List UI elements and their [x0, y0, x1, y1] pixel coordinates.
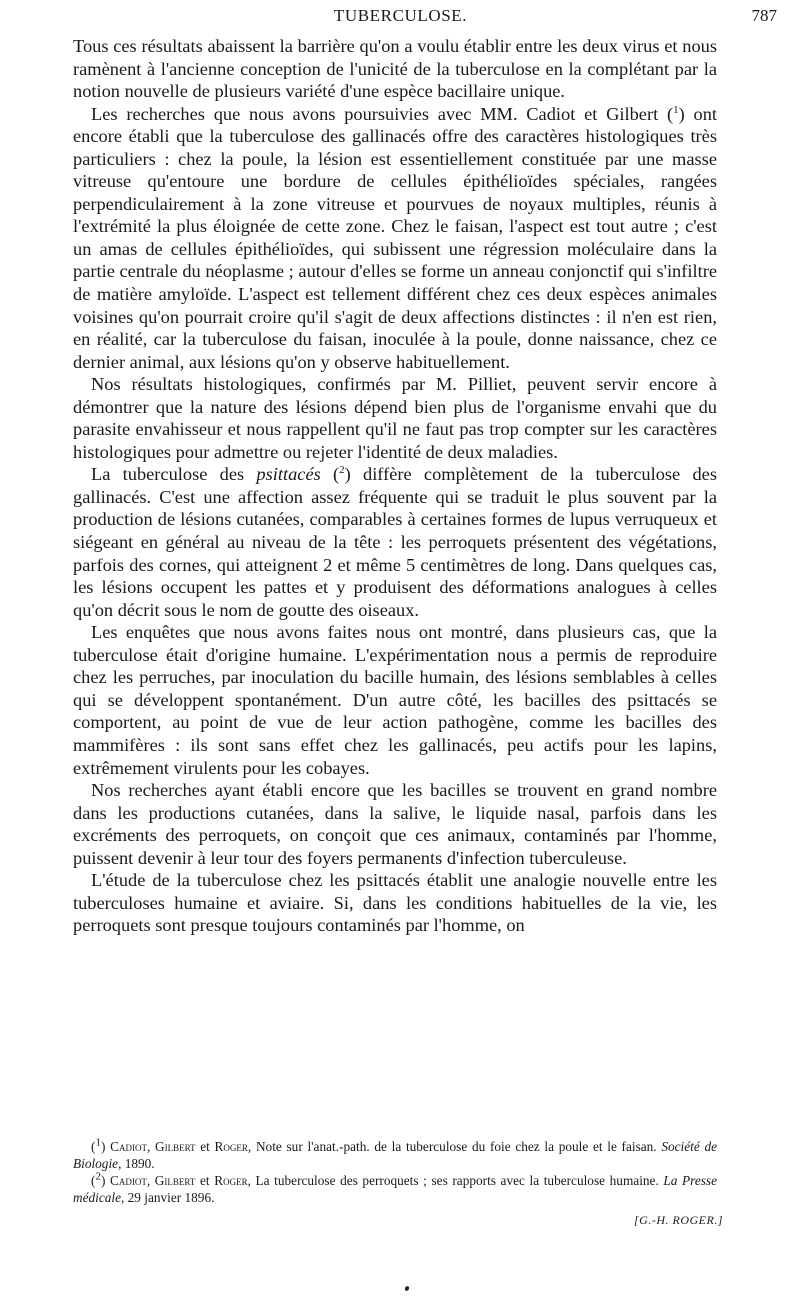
text-run: ): [100, 1139, 111, 1154]
text-run: ) ont encore établi que la tuberculose des gallinacés offre des caractères histologiques très particuliers : chez la poule, la lésion est essentiellement constituée par une masse vitreuse qu'entoure une bordure de cellules épithélioïdes spéciales, rangées perpendiculairement à la zone vitreuse et pourvues de noyaux multiples, réunis à l'extrémité la plus éloignée de cette zone. Chez le faisan, l'aspect est tout autre ; c'est un amas de cellules épithélioïdes, qui subissent une régression moléculaire dans la partie centrale du néoplasme ; autour d'elles se forme un anneau conjonctif qui s'infiltre de matière amyloïde. L'aspect est tellement différent chez ces deux espèces animales voisines qu'on pourrait croire qu'il s'agit de deux affections distinctes : il n'en est rien, en réalité, car la tuberculose du faisan, inoculée à la poule, donne naissance, chez ce dernier animal, aux lésions qu'on y observe habituellement.: [73, 103, 717, 372]
footnotes: [73, 1138, 717, 1206]
text-run: L'étude de la tuberculose chez les psittacés établit une analogie nouvelle entre les tuberculoses humaine et aviaire. Si, dans les conditions habituelles de la vie, les perroquets sont presque toujours contaminés par l'homme, on: [73, 870, 717, 936]
footnote-fn1: [73, 1138, 717, 1172]
paragraph-p7: [73, 869, 717, 937]
text-run: , 1890.: [118, 1156, 155, 1171]
note-ref: 1: [673, 103, 679, 116]
italic-text: Société de Biologie: [73, 1139, 717, 1171]
text-run: et: [195, 1173, 215, 1188]
italic-text: psittacés: [256, 464, 321, 485]
author-names: Roger: [214, 1139, 248, 1154]
text-run: Nos recherches ayant établi encore que les bacilles se trouvent en grand nombre dans les productions cutanées, dans la salive, le liquide nasal, parfois dans les excréments des perroquets, on conçoit que ces animaux, contaminés par l'homme, puissent devenir à leur tour des foyers permanents d'infection tuberculeuse.: [73, 780, 717, 868]
body-text: [73, 35, 717, 937]
author-signature: [G.-H. ROGER.]: [634, 1213, 723, 1227]
paragraph-p2: [73, 103, 717, 374]
text-run: , Note sur l'anat.-path. de la tuberculose du foie chez la poule et le faisan.: [247, 1139, 662, 1154]
running-title: TUBERCULOSE.: [333, 6, 468, 25]
note-ref: 2: [339, 464, 345, 477]
footnote-fn2: [73, 1172, 717, 1206]
author-names: Cadiot, Gilbert: [110, 1139, 196, 1154]
text-run: ) diffère complètement de la tuberculose des gallinacés. C'est une affection assez fréquente qui se traduit le plus souvent par la production de lésions cutanées, comparables à certaines formes de lupus verruqueux et siégeant en général au niveau de la tête : les perroquets présentent des végétations, parfois des cornes, qui atteignent 2 et même 5 centimètres de long. Dans quelques cas, les lésions occupent les pattes et y produisent des déformations analogues à celles qu'on décrit sous le nom de goutte des oiseaux.: [73, 464, 717, 620]
text-run: (: [91, 1173, 96, 1188]
text-run: ): [100, 1173, 110, 1188]
paragraph-p6: [73, 779, 717, 869]
page-number: 787: [751, 6, 777, 25]
text-run: , 29 janvier 1896.: [121, 1190, 215, 1205]
paragraph-p3: [73, 373, 717, 463]
text-run: Nos résultats histologiques, confirmés par M. Pilliet, peuvent servir encore à démontrer que la nature des lésions dépend bien plus de l'organisme envahi que du parasite envahisseur et nous rappellent qu'il ne faut pas trop compter sur les caractères histologiques pour admettre ou rejeter l'identité de deux maladies.: [73, 374, 717, 462]
note-ref: 1: [95, 1136, 101, 1149]
note-ref: 2: [95, 1170, 101, 1183]
author-names: Cadiot, Gilbert: [110, 1173, 196, 1188]
text-run: , La tuberculose des perroquets ; ses rapports avec la tuberculose humaine.: [247, 1173, 664, 1188]
text-run: La tuberculose des: [91, 464, 257, 485]
paragraph-p1: [73, 35, 717, 103]
text-run: Les recherches que nous avons poursuivies avec MM. Cadiot et Gilbert (: [91, 103, 674, 124]
print-speck: [404, 1285, 410, 1291]
italic-text: La Presse médicale: [73, 1173, 718, 1205]
text-run: Tous ces résultats abaissent la barrière qu'on a voulu établir entre les deux virus et nous ramènent à l'ancienne conception de l'unicité de la tuberculose en la complétant par la notion nouvelle de plusieurs variété d'une espèce bacillaire unique.: [73, 36, 717, 102]
text-run: et: [195, 1139, 215, 1154]
text-run: (: [91, 1139, 96, 1154]
running-head: [0, 6, 801, 26]
text-run: (: [320, 464, 340, 485]
text-run: Les enquêtes que nous avons faites nous ont montré, dans plusieurs cas, que la tuberculose était d'origine humaine. L'expérimentation nous a permis de reproduire chez les perruches, par inoculation du bacille humain, des lésions semblables à celles qui se développent spontanément. D'un autre côté, les bacilles des psittacés se comportent, au point de vue de leur action pathogène, comme les bacilles des mammifères : ils sont sans effet chez les gallinacés, peu actifs pour les lapins, extrêmement virulents pour les cobayes.: [73, 622, 717, 778]
paragraph-p4: [73, 463, 717, 621]
paragraph-p5: [73, 621, 717, 779]
author-names: Roger: [214, 1173, 248, 1188]
